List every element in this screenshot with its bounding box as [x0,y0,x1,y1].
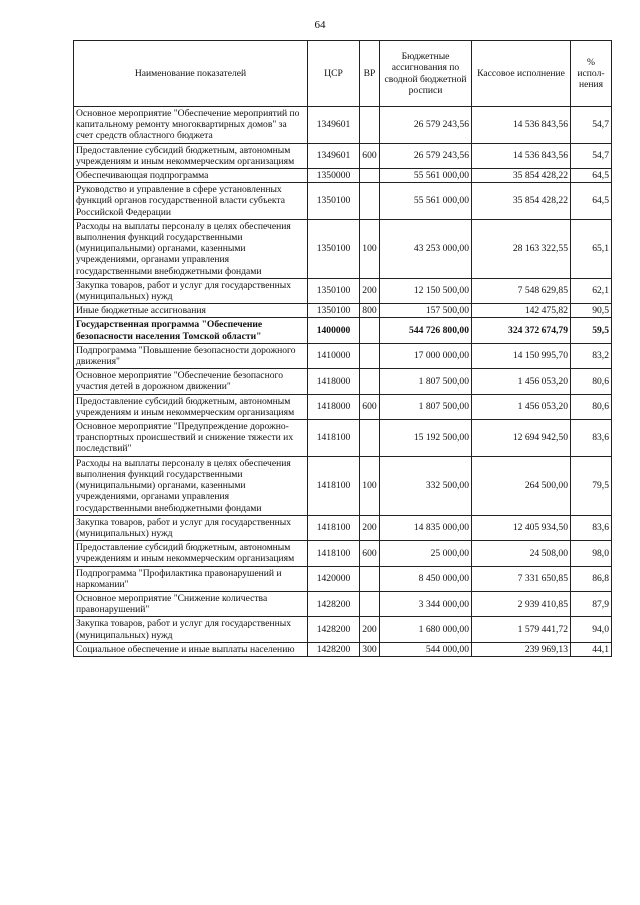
row-csr: 1350100 [308,219,360,278]
row-cash: 35 854 428,22 [472,183,571,220]
table-row [74,183,612,220]
table-row [74,143,612,168]
row-vr: 200 [360,278,380,303]
row-name: Закупка товаров, работ и услуг для государственных (муниципальных) нужд [74,617,308,642]
row-vr [360,566,380,591]
row-vr [360,183,380,220]
row-pct: 44,1 [571,642,612,656]
row-pct: 62,1 [571,278,612,303]
table-row [74,456,612,515]
row-cash: 1 579 441,72 [472,617,571,642]
row-vr: 100 [360,456,380,515]
row-pct: 54,7 [571,107,612,144]
row-budget: 43 253 000,00 [380,219,472,278]
row-vr: 200 [360,617,380,642]
row-csr: 1428200 [308,642,360,656]
row-name: Предоставление субсидий бюджетным, автономным учреждениям и иным некоммерческим организациям [74,394,308,419]
row-pct: 94,0 [571,617,612,642]
row-cash: 12 694 942,50 [472,420,571,457]
table-header-row [74,41,612,107]
row-pct: 80,6 [571,369,612,394]
row-vr [360,169,380,183]
row-cash: 35 854 428,22 [472,169,571,183]
table-row [74,566,612,591]
row-name: Социальное обеспечение и иные выплаты населению [74,642,308,656]
row-budget: 3 344 000,00 [380,591,472,616]
table-row [74,591,612,616]
row-name: Расходы на выплаты персоналу в целях обеспечения выполнения функций государственными (муниципальными) органами, казенными учреждениями, органами управления государственными внебюджетными фондами [74,456,308,515]
row-csr: 1410000 [308,343,360,368]
row-vr: 200 [360,515,380,540]
row-budget: 26 579 243,56 [380,143,472,168]
row-vr [360,420,380,457]
row-cash: 7 548 629,85 [472,278,571,303]
row-budget: 157 500,00 [380,304,472,318]
row-csr: 1418000 [308,369,360,394]
row-vr [360,369,380,394]
row-cash: 12 405 934,50 [472,515,571,540]
header-vr: ВР [360,41,380,107]
row-budget: 17 000 000,00 [380,343,472,368]
row-csr: 1350000 [308,169,360,183]
row-budget: 14 835 000,00 [380,515,472,540]
table-row [74,107,612,144]
table-row [74,541,612,566]
row-vr: 100 [360,219,380,278]
row-csr: 1349601 [308,107,360,144]
row-pct: 83,2 [571,343,612,368]
header-pct: % испол-нения [571,41,612,107]
row-budget: 25 000,00 [380,541,472,566]
row-csr: 1349601 [308,143,360,168]
row-name: Руководство и управление в сфере установленных функций органов государственной власти субъекта Российской Федерации [74,183,308,220]
table-body [74,107,612,657]
table-row [74,617,612,642]
row-name: Закупка товаров, работ и услуг для государственных (муниципальных) нужд [74,278,308,303]
row-name: Государственная программа "Обеспечение безопасности населения Томской области" [74,318,308,343]
table-row [74,642,612,656]
row-budget: 332 500,00 [380,456,472,515]
row-budget: 55 561 000,00 [380,169,472,183]
row-pct: 59,5 [571,318,612,343]
row-cash: 14 150 995,70 [472,343,571,368]
row-budget: 544 726 800,00 [380,318,472,343]
row-csr: 1418100 [308,541,360,566]
table-row [74,304,612,318]
row-pct: 83,6 [571,515,612,540]
row-cash: 24 508,00 [472,541,571,566]
table-row [74,278,612,303]
row-csr: 1418100 [308,420,360,457]
row-pct: 64,5 [571,183,612,220]
row-name: Основное мероприятие "Снижение количества правонарушений" [74,591,308,616]
row-csr: 1350100 [308,278,360,303]
table-row [74,343,612,368]
table-row [74,219,612,278]
row-cash: 28 163 322,55 [472,219,571,278]
row-cash: 1 456 053,20 [472,369,571,394]
row-csr: 1400000 [308,318,360,343]
row-name: Обеспечивающая подпрограмма [74,169,308,183]
row-budget: 55 561 000,00 [380,183,472,220]
row-vr: 300 [360,642,380,656]
row-name: Основное мероприятие "Обеспечение мероприятий по капитальному ремонту многоквартирных домов" за счет средств областного бюджета [74,107,308,144]
header-csr: ЦСР [308,41,360,107]
row-cash: 142 475,82 [472,304,571,318]
row-name: Основное мероприятие "Обеспечение безопасного участия детей в дорожном движении" [74,369,308,394]
row-budget: 12 150 500,00 [380,278,472,303]
row-name: Основное мероприятие "Предупреждение дорожно-транспортных происшествий и снижение тяжести их последствий" [74,420,308,457]
row-vr: 600 [360,394,380,419]
table-row [74,394,612,419]
row-budget: 1 807 500,00 [380,369,472,394]
row-pct: 80,6 [571,394,612,419]
row-csr: 1418100 [308,515,360,540]
row-name: Расходы на выплаты персоналу в целях обеспечения выполнения функций государственными (муниципальными) органами, казенными учреждениями, органами управления государственными внебюджетными фондами [74,219,308,278]
row-cash: 264 500,00 [472,456,571,515]
header-budget: Бюджетные ассигнования по сводной бюджетной росписи [380,41,472,107]
row-name: Подпрограмма "Повышение безопасности дорожного движения" [74,343,308,368]
row-name: Предоставление субсидий бюджетным, автономным учреждениям и иным некоммерческим организациям [74,143,308,168]
row-csr: 1350100 [308,304,360,318]
budget-execution-table [73,40,612,657]
row-pct: 64,5 [571,169,612,183]
row-cash: 239 969,13 [472,642,571,656]
header-cash: Кассовое исполнение [472,41,571,107]
row-pct: 90,5 [571,304,612,318]
row-name: Закупка товаров, работ и услуг для государственных (муниципальных) нужд [74,515,308,540]
header-name: Наименование показателей [74,41,308,107]
row-cash: 14 536 843,56 [472,143,571,168]
row-pct: 98,0 [571,541,612,566]
row-budget: 544 000,00 [380,642,472,656]
row-pct: 87,9 [571,591,612,616]
row-csr: 1418000 [308,394,360,419]
table-row [74,169,612,183]
row-pct: 86,8 [571,566,612,591]
row-budget: 8 450 000,00 [380,566,472,591]
table-row [74,369,612,394]
row-vr: 600 [360,541,380,566]
row-pct: 54,7 [571,143,612,168]
row-cash: 1 456 053,20 [472,394,571,419]
table-row [74,420,612,457]
row-cash: 14 536 843,56 [472,107,571,144]
row-csr: 1350100 [308,183,360,220]
row-vr: 600 [360,143,380,168]
row-cash: 324 372 674,79 [472,318,571,343]
row-vr: 800 [360,304,380,318]
row-pct: 83,6 [571,420,612,457]
row-vr [360,591,380,616]
row-pct: 79,5 [571,456,612,515]
row-budget: 15 192 500,00 [380,420,472,457]
row-csr: 1420000 [308,566,360,591]
row-cash: 7 331 650,85 [472,566,571,591]
row-vr [360,343,380,368]
row-cash: 2 939 410,85 [472,591,571,616]
row-name: Подпрограмма "Профилактика правонарушений и наркомании" [74,566,308,591]
row-csr: 1428200 [308,617,360,642]
page-number: 64 [314,19,326,31]
row-csr: 1428200 [308,591,360,616]
row-budget: 26 579 243,56 [380,107,472,144]
table-row [74,318,612,343]
row-vr [360,318,380,343]
row-pct: 65,1 [571,219,612,278]
row-vr [360,107,380,144]
row-name: Предоставление субсидий бюджетным, автономным учреждениям и иным некоммерческим организациям [74,541,308,566]
row-csr: 1418100 [308,456,360,515]
table-row [74,515,612,540]
row-budget: 1 680 000,00 [380,617,472,642]
row-name: Иные бюджетные ассигнования [74,304,308,318]
row-budget: 1 807 500,00 [380,394,472,419]
